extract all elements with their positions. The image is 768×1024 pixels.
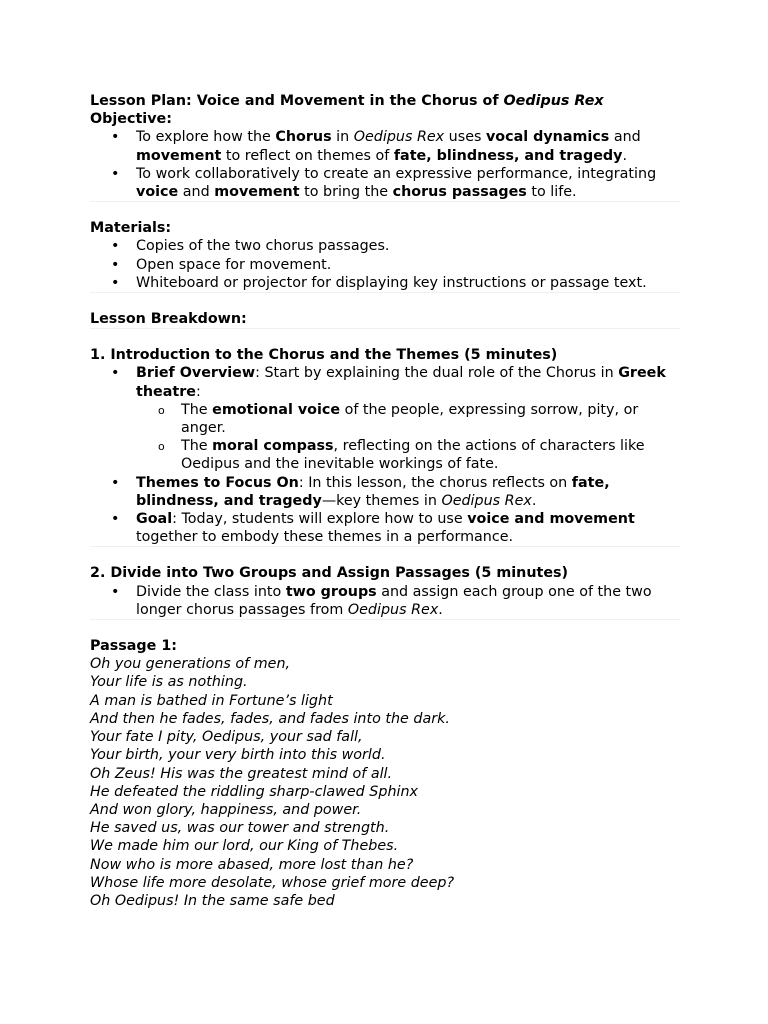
list-item: • Goal: Today, students will explore how to use voice and movement together to embody these themes in a performance. [90, 510, 680, 546]
list-item: • Brief Overview: Start by explaining the dual role of the Chorus in Greek theatre: o The emotional voice of the people, expressing sorrow, pity, or anger. o The moral compass, reflecting on the actions of characters like Oedipus and the inevitable workings of fate. [90, 364, 680, 473]
list-item: • To work collaboratively to create an expressive performance, integrating voice and movement to bring the chorus passages to life. [90, 165, 680, 201]
passage-line: And won glory, happiness, and power. [90, 801, 362, 818]
section2-heading: 2. Divide into Two Groups and Assign Passages (5 minutes) [90, 565, 569, 582]
lesson-plan-content [90, 92, 680, 910]
passage-line: He defeated the riddling sharp-clawed Sphinx [90, 783, 418, 800]
overview-sublist [136, 401, 680, 474]
objective-heading: Objective: [90, 111, 172, 128]
breakdown-heading: Lesson Breakdown: [90, 311, 247, 328]
section1-list [90, 364, 680, 546]
section-divider [90, 546, 680, 547]
passage-line: Your life is as nothing. [90, 674, 248, 691]
section2-list [90, 583, 680, 619]
section1-heading: 1. Introduction to the Chorus and the Themes (5 minutes) [90, 347, 558, 364]
passage-line: A man is bathed in Fortune’s light [90, 692, 333, 709]
list-item: • Copies of the two chorus passages. [90, 237, 680, 255]
passage-line: We made him our lord, our King of Thebes. [90, 838, 399, 855]
passage-line: Oh Zeus! His was the greatest mind of all. [90, 765, 393, 782]
passage-line: Your fate I pity, Oedipus, your sad fall, [90, 729, 363, 746]
passage-line: Whose life more desolate, whose grief more deep? [90, 874, 455, 891]
page-title [90, 92, 680, 110]
title-play-name: Oedipus Rex [503, 93, 604, 109]
passage-line: Oh you generations of men, [90, 656, 291, 673]
passage1-heading: Passage 1: [90, 638, 177, 655]
section-divider [90, 328, 680, 329]
passage-line: And then he fades, fades, and fades into the dark. [90, 710, 450, 727]
passage-line: Now who is more abased, more lost than he? [90, 856, 414, 873]
list-item: • Themes to Focus On: In this lesson, the chorus reflects on fate, blindness, and tragedy—key themes in Oedipus Rex. [90, 474, 680, 510]
sub-list-item: o The moral compass, reflecting on the actions of characters like Oedipus and the inevitable workings of fate. [136, 437, 680, 473]
materials-heading: Materials: [90, 220, 172, 237]
section-divider [90, 292, 680, 293]
objective-list [90, 128, 680, 201]
passage-line: He saved us, was our tower and strength. [90, 820, 390, 837]
section-divider [90, 619, 680, 620]
passage-line: Oh Oedipus! In the same safe bed [90, 892, 335, 909]
list-item: • Whiteboard or projector for displaying key instructions or passage text. [90, 274, 680, 292]
list-item: • Open space for movement. [90, 256, 680, 274]
title-prefix: Lesson Plan: Voice and Movement in the Chorus of [90, 93, 504, 109]
list-item: • To explore how the Chorus in Oedipus Rex uses vocal dynamics and movement to reflect on themes of fate, blindness, and tragedy. [90, 128, 680, 164]
passage-line: Your birth, your very birth into this world. [90, 747, 386, 764]
sub-list-item: o The emotional voice of the people, expressing sorrow, pity, or anger. [136, 401, 680, 437]
list-item: • Divide the class into two groups and assign each group one of the two longer chorus passages from Oedipus Rex. [90, 583, 680, 619]
passage1-text [90, 655, 680, 910]
section-divider [90, 201, 680, 202]
materials-list [90, 237, 680, 292]
